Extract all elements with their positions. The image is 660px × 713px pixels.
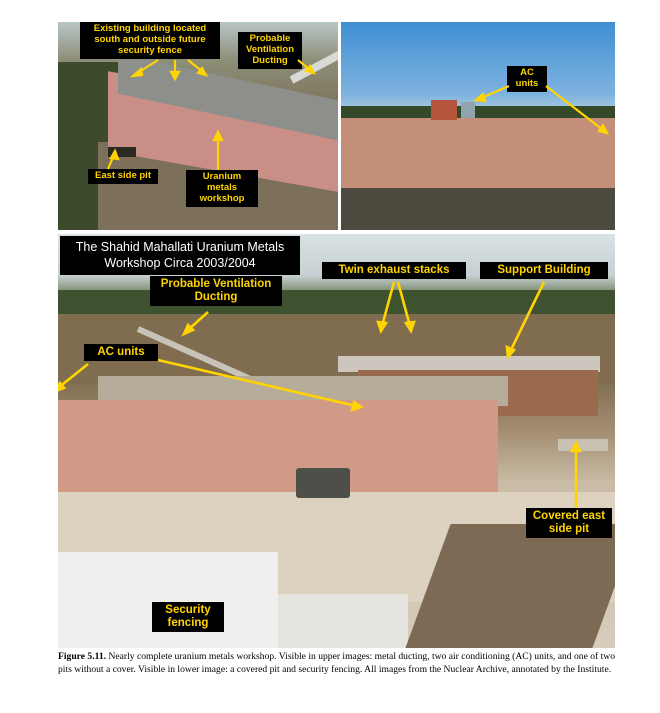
- label-ventilation-ducting: Probable Ventilation Ducting: [238, 32, 302, 69]
- photo-title: The Shahid Mahallati Uranium Metals Workshop Circa 2003/2004: [60, 236, 300, 275]
- ac-unit-right: [461, 102, 475, 118]
- wet-ground: [341, 188, 615, 230]
- label-twin-exhaust-stacks: Twin exhaust stacks: [322, 262, 466, 279]
- label-covered-east-side-pit: Covered east side pit: [526, 508, 612, 538]
- label-ventilation-ducting: Probable Ventilation Ducting: [150, 276, 282, 306]
- photo-top-left: [58, 22, 338, 230]
- figure-caption: [58, 651, 620, 677]
- label-security-fencing: Security fencing: [152, 602, 224, 632]
- label-uranium-workshop: Uranium metals workshop: [186, 170, 258, 207]
- photo-top-right: [341, 22, 615, 230]
- label-ac-units: AC units: [84, 344, 158, 361]
- vehicle: [296, 468, 350, 498]
- figure-caption-text: Nearly complete uranium metals workshop. Visible in upper images: metal ducting, two air conditioning (AC) units, and one of two pits without a cover. Visible in lower image: a covered pit and security fencing. All images from the Nuclear Archive, annotated by the Institute.: [58, 651, 616, 675]
- workshop-wall: [58, 400, 498, 492]
- figure-label: Figure 5.11.: [58, 651, 107, 662]
- ac-unit-left: [431, 100, 457, 120]
- label-support-building: Support Building: [480, 262, 608, 279]
- label-ac-units: AC units: [507, 66, 547, 92]
- building-wall: [341, 118, 615, 188]
- covered-pit: [558, 439, 608, 451]
- photo-bottom: [58, 234, 615, 648]
- label-east-side-pit: East side pit: [88, 169, 158, 184]
- security-fence-far: [278, 594, 408, 648]
- label-existing-building: Existing building located south and outside future security fence: [80, 22, 220, 59]
- pit: [108, 147, 136, 157]
- security-fence: [58, 552, 278, 648]
